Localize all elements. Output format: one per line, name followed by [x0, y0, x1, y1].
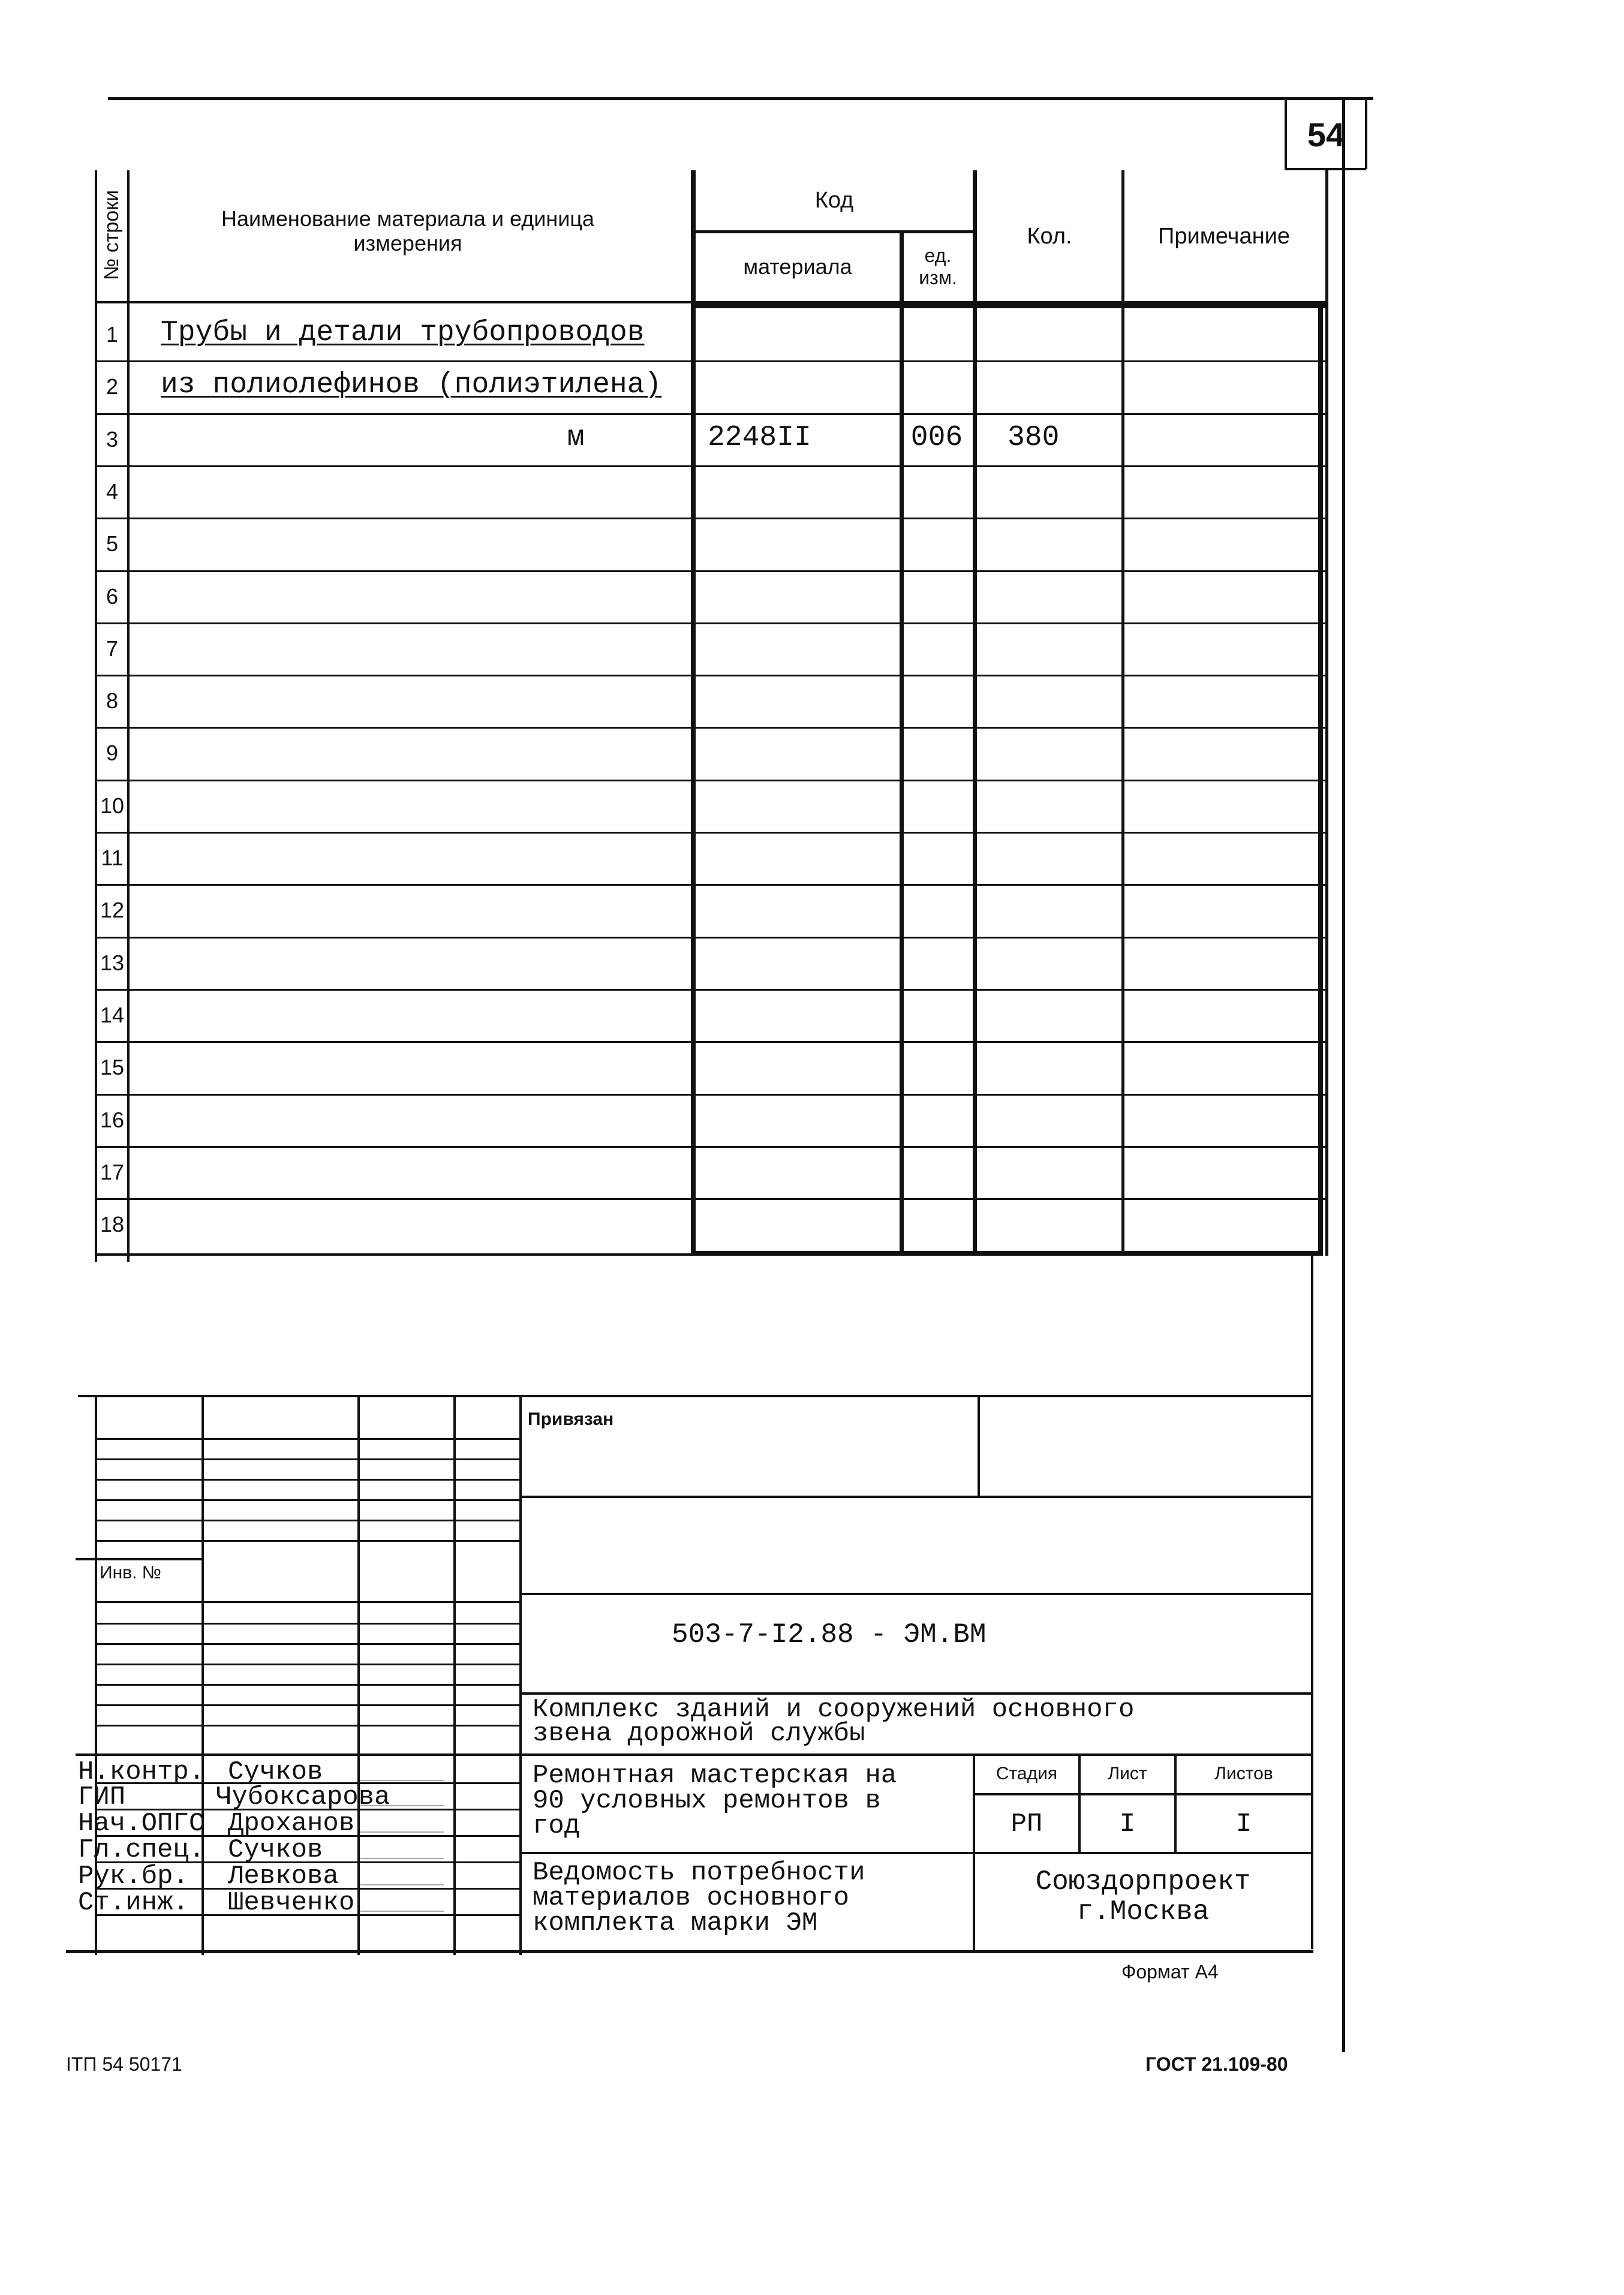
- title-line-2: материалов основного: [533, 1883, 850, 1913]
- row-number: 5: [106, 531, 119, 556]
- signature-mark: [360, 1840, 451, 1859]
- title-line-1: Ведомость потребности: [533, 1858, 865, 1888]
- header-note: Примечание: [1158, 224, 1290, 249]
- row-number: 8: [106, 688, 119, 713]
- material-name: Трубы и детали трубопроводов: [161, 317, 645, 349]
- material-name: из полиолефинов (полиэтилена): [161, 369, 662, 401]
- approval-role: Рук.бр.: [78, 1861, 189, 1891]
- signature-mark: [360, 1787, 451, 1806]
- signature-mark: [360, 1813, 451, 1833]
- object-line-2: 90 условных ремонтов в: [533, 1786, 881, 1816]
- row-number: 16: [100, 1107, 125, 1132]
- row-number: 7: [106, 636, 119, 661]
- sheet-label: Лист: [1108, 1763, 1147, 1783]
- row-number: 1: [106, 321, 119, 347]
- inv-label: Инв. №: [100, 1563, 161, 1583]
- row-number: 6: [106, 583, 119, 609]
- approval-role: Гл.спец.: [78, 1835, 205, 1865]
- row-number: 4: [106, 479, 119, 504]
- approval-name: Левкова: [228, 1861, 339, 1891]
- sheets-label: Листов: [1214, 1763, 1273, 1783]
- approval-name: Дроханов: [228, 1809, 355, 1839]
- right-border: [1342, 97, 1345, 2052]
- header-name: Наименование материала и единица измерения: [221, 206, 594, 255]
- row-number: 2: [106, 374, 119, 399]
- stage-label: Стадия: [996, 1763, 1058, 1783]
- project-line-2: звена дорожной службы: [533, 1719, 865, 1749]
- row-number: 18: [100, 1211, 125, 1237]
- signature-mark: [360, 1762, 451, 1781]
- material-code: 2248II: [708, 422, 811, 454]
- org-line-1: Союздорпроект: [1035, 1866, 1251, 1897]
- unit-code: 006: [910, 422, 963, 454]
- approval-role: Нач.ОПГС: [78, 1809, 205, 1839]
- stage-value: РП: [1011, 1809, 1043, 1839]
- object-line-3: год: [533, 1811, 581, 1841]
- row-number: 10: [100, 793, 125, 818]
- title-line-3: комплекта марки ЭМ: [533, 1908, 818, 1938]
- signature-mark: [360, 1893, 451, 1912]
- approval-name: Сучков: [228, 1835, 323, 1865]
- sheets-value: I: [1235, 1809, 1252, 1839]
- header-qty: Кол.: [1027, 224, 1072, 249]
- row-number: 15: [100, 1054, 125, 1079]
- header-code: Код: [814, 188, 854, 213]
- page-number: 54: [1307, 115, 1345, 154]
- tied-label: Привязан: [528, 1409, 614, 1429]
- org-line-2: г.Москва: [1076, 1896, 1210, 1927]
- approval-role: Ст.инж.: [78, 1888, 189, 1918]
- top-border: [108, 97, 1373, 100]
- footer-left: ITП 54 50171: [66, 2053, 182, 2075]
- header-row-no: № строки: [100, 190, 124, 281]
- row-number: 11: [101, 845, 124, 870]
- document-code: 503-7-I2.88 - ЭМ.ВМ: [672, 1619, 987, 1650]
- row-number: 13: [100, 950, 125, 975]
- row-number: 3: [106, 426, 119, 452]
- unit: м: [567, 422, 585, 454]
- header-code-material: материала: [743, 254, 852, 279]
- quantity: 380: [1008, 422, 1060, 454]
- approval-role: Н.контр.: [78, 1757, 205, 1787]
- row-number: 17: [100, 1159, 125, 1184]
- row-number: 12: [100, 897, 125, 922]
- sheet-value: I: [1119, 1809, 1136, 1839]
- signature-mark: [360, 1866, 451, 1885]
- object-line-1: Ремонтная мастерская на: [533, 1761, 897, 1791]
- footer-right: ГОСТ 21.109-80: [1145, 2053, 1288, 2075]
- approval-name: Чубоксарова: [216, 1782, 390, 1812]
- approval-role: ГИП: [78, 1782, 126, 1812]
- project-line-1: Комплекс зданий и сооружений основного: [533, 1695, 1135, 1725]
- approval-name: Шевченко: [228, 1888, 355, 1918]
- format-label: Формат А4: [1121, 1961, 1219, 1983]
- row-number: 14: [100, 1002, 125, 1027]
- header-code-unit: ед. изм.: [919, 245, 957, 288]
- approval-name: Сучков: [228, 1757, 323, 1787]
- row-number: 9: [106, 740, 119, 765]
